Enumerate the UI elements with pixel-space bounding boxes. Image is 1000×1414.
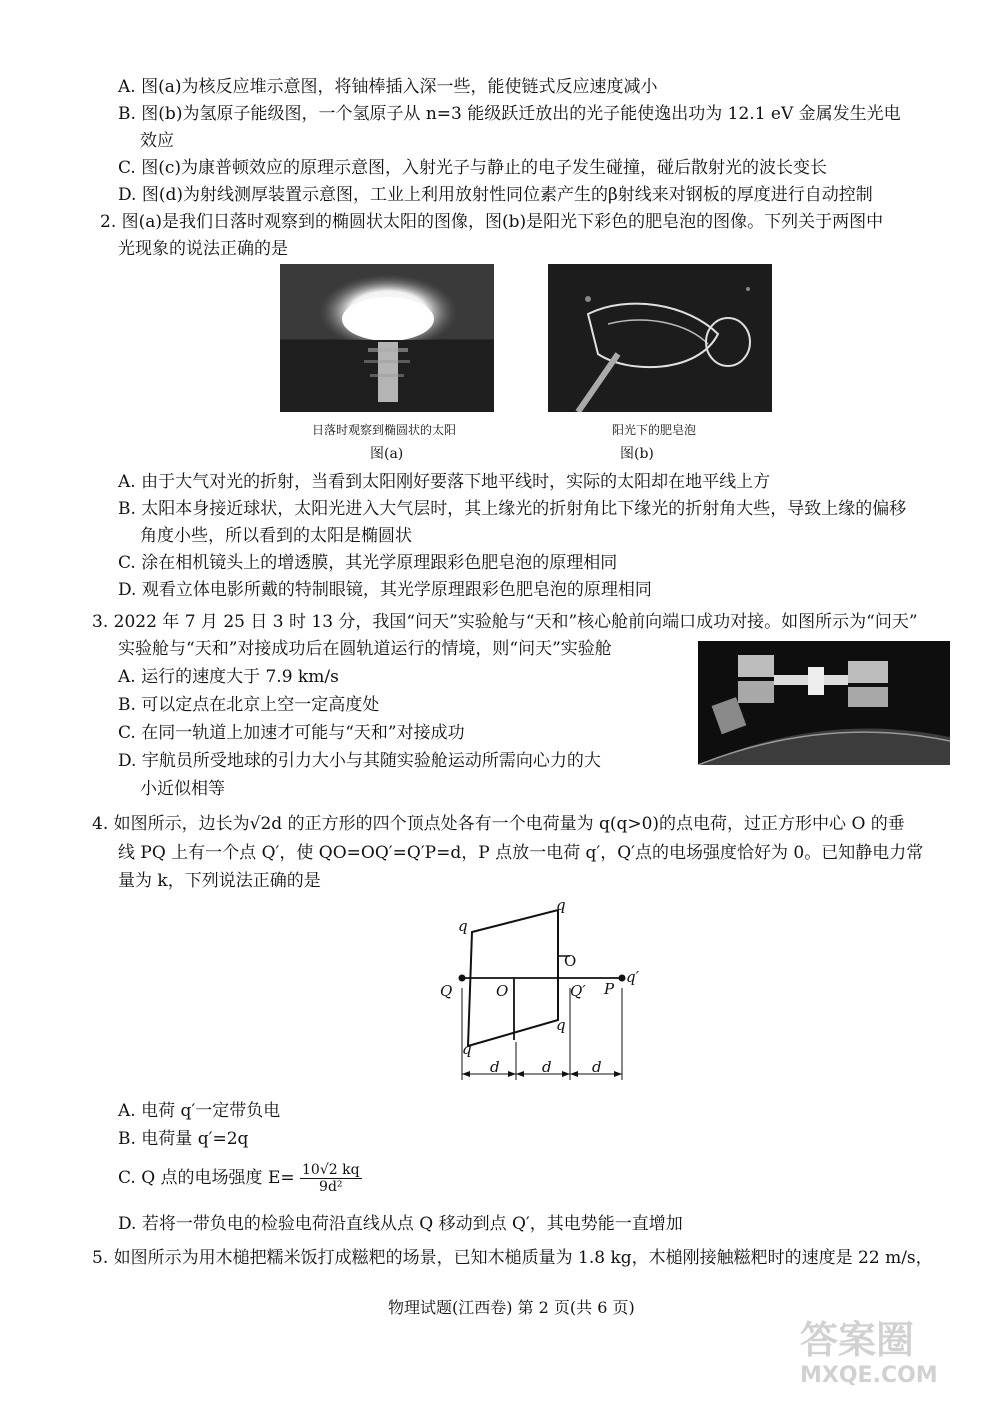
- caption-b: 阳光下的肥皂泡: [612, 423, 697, 437]
- caption-a: 日落时观察到椭圆状的太阳: [312, 423, 457, 437]
- soap-bubble-photo: [548, 264, 772, 412]
- q1-option-b-cont: 效应: [140, 131, 174, 151]
- q4-stem-pre: 4. 如图所示，边长为: [92, 814, 250, 834]
- q2-stem: 2. 图(a)是我们日落时观察到的椭圆状太阳的图像，图(b)是阳光下彩色的肥皂泡的图像。下列关于两图中: [100, 212, 884, 232]
- q2-stem-cont: 光现象的说法正确的是: [118, 239, 288, 259]
- q3-option-c: C. 在同一轨道上加速才可能与“天和”对接成功: [118, 723, 465, 743]
- point-label-o: O: [496, 982, 509, 1000]
- field-fraction: [300, 1162, 362, 1195]
- q3-stem: 3. 2022 年 7 月 25 日 3 时 13 分，我国“问天”实验舱与“天和”核心舱前向端口成功对接。如图所示为“问天”: [92, 612, 918, 632]
- q3-option-d-cont: 小近似相等: [140, 779, 225, 799]
- watermark-logo: 答案圈 MXQE.COM: [800, 1318, 938, 1388]
- dimension-d-mid: d: [542, 1058, 552, 1076]
- charge-label-bl: q: [462, 1040, 472, 1058]
- q4-stem-cont: 线 PQ 上有一个点 Q′，使 QO=OQ′=Q′P=d，P 点放一电荷 q′，Q′点的电场强度恰好为 0。已知静电力常: [118, 843, 924, 863]
- sqrt-two: √2: [249, 814, 272, 834]
- fraction-numerator: 10√2 kq: [302, 1162, 360, 1178]
- q2-option-a: A. 由于大气对光的折射，当看到太阳刚好要落下地平线时，实际的太阳却在地平线上方: [118, 472, 771, 492]
- sunset-photo: [280, 264, 494, 412]
- q2-option-d: D. 观看立体电影所戴的特制眼镜，其光学原理跟彩色肥皂泡的原理相同: [118, 580, 652, 600]
- q1-option-c: C. 图(c)为康普顿效应的原理示意图，入射光子与静止的电子发生碰撞，碰后散射光的波长变长: [118, 158, 827, 178]
- q5-stem: 5. 如图所示为用木槌把糯米饭打成糍粑的场景，已知木槌质量为 1.8 kg，木槌刚接触糍粑时的速度是 22 m/s，: [92, 1248, 933, 1268]
- q3-option-a: A. 运行的速度大于 7.9 km/s: [118, 667, 339, 687]
- figure-a-label: 图(a): [370, 446, 404, 462]
- dimension-d-left: d: [490, 1058, 500, 1076]
- q3-option-d: D. 宇航员所受地球的引力大小与其随实验舱运动所需向心力的大: [118, 751, 601, 771]
- q1-option-a: A. 图(a)为核反应堆示意图，将铀棒插入深一些，能使链式反应速度减小: [118, 77, 658, 97]
- charge-label-q-prime: q′: [626, 968, 640, 986]
- point-label-q-prime: Q′: [570, 982, 586, 1000]
- q3-option-b: B. 可以定点在北京上空一定高度处: [118, 695, 380, 715]
- q4-option-d: D. 若将一带负电的检验电荷沿直线从点 Q 移动到点 Q′，其电势能一直增加: [118, 1214, 683, 1234]
- figure-b-label: 图(b): [620, 446, 654, 462]
- q1-option-b: B. 图(b)为氢原子能级图，一个氢原子从 n=3 能级跃迁放出的光子能使逸出功为 12.1 eV 金属发生光电: [118, 104, 901, 124]
- q4-option-c-text: C. Q 点的电场强度 E=: [118, 1168, 295, 1188]
- charge-label-tr: q: [556, 896, 566, 914]
- charge-label-tl: q: [458, 917, 468, 935]
- q2-option-b: B. 太阳本身接近球状，太阳光进入大气层时，其上缘光的折射角比下缘光的折射角大些，导致上缘的偏移: [118, 499, 907, 519]
- q3-stem-cont: 实验舱与“天和”对接成功后在圆轨道运行的情境，则“问天”实验舱: [118, 639, 612, 659]
- q4-option-b: B. 电荷量 q′=2q: [118, 1129, 249, 1149]
- q4-stem: [92, 813, 905, 835]
- page-footer: 物理试题(江西卷) 第 2 页(共 6 页): [388, 1298, 635, 1317]
- space-station-photo: [698, 641, 950, 765]
- q2-option-b-cont: 角度小些，所以看到的太阳是椭圆状: [140, 526, 412, 546]
- q4-stem-post: d 的正方形的四个顶点处各有一个电荷量为 q(q>0)的点电荷，过正方形中心 O 的垂: [271, 814, 905, 834]
- dimension-d-right: d: [592, 1058, 602, 1076]
- q1-option-d: D. 图(d)为射线测厚装置示意图，工业上利用放射性同位素产生的β射线来对钢板的厚度进行自动控制: [118, 185, 873, 205]
- fraction-denominator: 9d²: [319, 1179, 343, 1195]
- q4-stem-cont-2: 量为 k，下列说法正确的是: [118, 871, 321, 891]
- point-label-p: P: [604, 980, 615, 998]
- charge-label-br: q: [556, 1016, 566, 1034]
- q4-option-a: A. 电荷 q′一定带负电: [118, 1101, 281, 1121]
- q2-option-c: C. 涂在相机镜头上的增透膜，其光学原理跟彩色肥皂泡的原理相同: [118, 553, 618, 573]
- point-label-q: Q: [440, 982, 453, 1000]
- q4-option-c: [118, 1162, 362, 1195]
- point-label-o-top: O: [564, 952, 577, 970]
